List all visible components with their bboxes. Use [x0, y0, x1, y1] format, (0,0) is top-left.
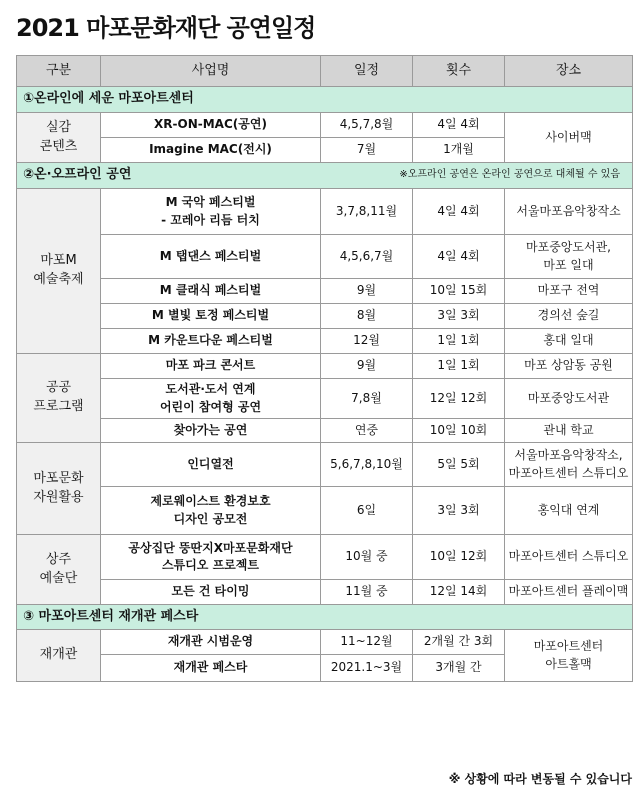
venue-cell: 사이버맥 [505, 113, 633, 163]
venue-cell: 홍대 일대 [505, 329, 633, 354]
count-cell: 1일 1회 [413, 354, 505, 379]
table-row [17, 329, 633, 354]
program-name-cell: 마포 파크 콘서트 [101, 354, 321, 379]
section-title [17, 605, 633, 630]
schedule-cell: 7월 [321, 138, 413, 163]
section-row [17, 87, 633, 113]
venue-cell: 서울마포음악창작소, 마포아트센터 스튜디오 [505, 443, 633, 487]
program-name-cell: XR-ON-MAC(공연) [101, 113, 321, 138]
schedule-cell: 4,5,6,7월 [321, 235, 413, 279]
schedule-cell: 4,5,7,8월 [321, 113, 413, 138]
program-name-cell: 모든 건 타이밍 [101, 580, 321, 605]
venue-cell: 마포 상암동 공원 [505, 354, 633, 379]
venue-cell: 마포중앙도서관, 마포 일대 [505, 235, 633, 279]
schedule-cell: 8월 [321, 304, 413, 329]
venue-cell: 마포아트센터 아트홀맥 [505, 630, 633, 682]
count-cell: 10일 10회 [413, 419, 505, 443]
venue-cell: 관내 학교 [505, 419, 633, 443]
count-cell: 12일 12회 [413, 379, 505, 419]
section-title-text: ③ 마포아트센터 재개관 페스타 [23, 608, 199, 624]
table-row [17, 630, 633, 655]
count-cell: 2개월 간 3회 [413, 630, 505, 655]
table-row [17, 419, 633, 443]
program-name-cell: 재개관 페스타 [101, 655, 321, 682]
program-name-cell: M 탭댄스 페스티벌 [101, 235, 321, 279]
schedule-table [16, 55, 633, 682]
venue-cell: 경의선 숲길 [505, 304, 633, 329]
schedule-cell: 연중 [321, 419, 413, 443]
count-cell: 1일 1회 [413, 329, 505, 354]
section-title [17, 163, 633, 189]
schedule-cell: 5,6,7,8,10월 [321, 443, 413, 487]
header-count: 횟수 [413, 56, 505, 87]
header-program: 사업명 [101, 56, 321, 87]
table-row [17, 487, 633, 535]
schedule-cell: 7,8월 [321, 379, 413, 419]
program-name-cell: 인디열전 [101, 443, 321, 487]
count-cell: 3일 3회 [413, 487, 505, 535]
venue-cell: 마포중앙도서관 [505, 379, 633, 419]
footnote: ※ 상황에 따라 변동될 수 있습니다 [448, 772, 632, 786]
schedule-cell: 3,7,8,11월 [321, 189, 413, 235]
section-title [17, 87, 633, 113]
header-category: 구분 [17, 56, 101, 87]
category-cell: 마포M 예술축제 [17, 189, 101, 354]
schedule-cell: 11~12월 [321, 630, 413, 655]
page-title: 2021 마포문화재단 공연일정 [16, 14, 316, 42]
program-name-cell: M 별빛 토정 페스티벌 [101, 304, 321, 329]
table-row [17, 113, 633, 138]
schedule-cell: 2021.1~3월 [321, 655, 413, 682]
schedule-cell: 12월 [321, 329, 413, 354]
count-cell: 3개월 간 [413, 655, 505, 682]
table-row [17, 304, 633, 329]
section-row [17, 163, 633, 189]
section-title-text: ①온라인에 세운 마포아트센터 [23, 91, 194, 107]
section-title-text: ②온·오프라인 공연 [23, 167, 132, 183]
table-row [17, 535, 633, 580]
section-note: ※오프라인 공연은 온라인 공연으로 대체될 수 있음 [399, 169, 620, 181]
count-cell: 10일 15회 [413, 279, 505, 304]
table-row [17, 354, 633, 379]
table-row [17, 379, 633, 419]
schedule-cell: 6일 [321, 487, 413, 535]
venue-cell: 마포아트센터 플레이맥 [505, 580, 633, 605]
program-name-cell: Imagine MAC(전시) [101, 138, 321, 163]
header-schedule: 일정 [321, 56, 413, 87]
table-row [17, 235, 633, 279]
program-name-cell: 제로웨이스트 환경보호 디자인 공모전 [101, 487, 321, 535]
program-name-cell: M 국악 페스티벌 - 꼬레아 리듬 터치 [101, 189, 321, 235]
category-cell: 실감 콘텐츠 [17, 113, 101, 163]
program-name-cell: 재개관 시범운영 [101, 630, 321, 655]
venue-cell: 마포구 전역 [505, 279, 633, 304]
count-cell: 12일 14회 [413, 580, 505, 605]
section-row [17, 605, 633, 630]
venue-cell: 서울마포음악창작소 [505, 189, 633, 235]
table-row [17, 279, 633, 304]
table-row [17, 443, 633, 487]
venue-cell: 홍익대 연계 [505, 487, 633, 535]
count-cell: 3일 3회 [413, 304, 505, 329]
header-row [17, 56, 633, 87]
category-cell: 재개관 [17, 630, 101, 682]
program-name-cell: 도서관·도서 연계 어린이 참여형 공연 [101, 379, 321, 419]
schedule-cell: 9월 [321, 354, 413, 379]
count-cell: 4일 4회 [413, 113, 505, 138]
schedule-cell: 9월 [321, 279, 413, 304]
count-cell: 4일 4회 [413, 235, 505, 279]
venue-cell: 마포아트센터 스튜디오 [505, 535, 633, 580]
category-cell: 상주 예술단 [17, 535, 101, 605]
program-name-cell: 찾아가는 공연 [101, 419, 321, 443]
count-cell: 10일 12회 [413, 535, 505, 580]
program-name-cell: M 클래식 페스티벌 [101, 279, 321, 304]
table-row [17, 580, 633, 605]
program-name-cell: M 카운트다운 페스티벌 [101, 329, 321, 354]
category-cell: 마포문화 자원활용 [17, 443, 101, 535]
program-name-cell: 공상집단 뚱딴지X마포문화재단 스튜디오 프로젝트 [101, 535, 321, 580]
schedule-cell: 10월 중 [321, 535, 413, 580]
count-cell: 4일 4회 [413, 189, 505, 235]
count-cell: 1개월 [413, 138, 505, 163]
count-cell: 5일 5회 [413, 443, 505, 487]
schedule-cell: 11월 중 [321, 580, 413, 605]
header-venue: 장소 [505, 56, 633, 87]
table-row [17, 189, 633, 235]
category-cell: 공공 프로그램 [17, 354, 101, 443]
